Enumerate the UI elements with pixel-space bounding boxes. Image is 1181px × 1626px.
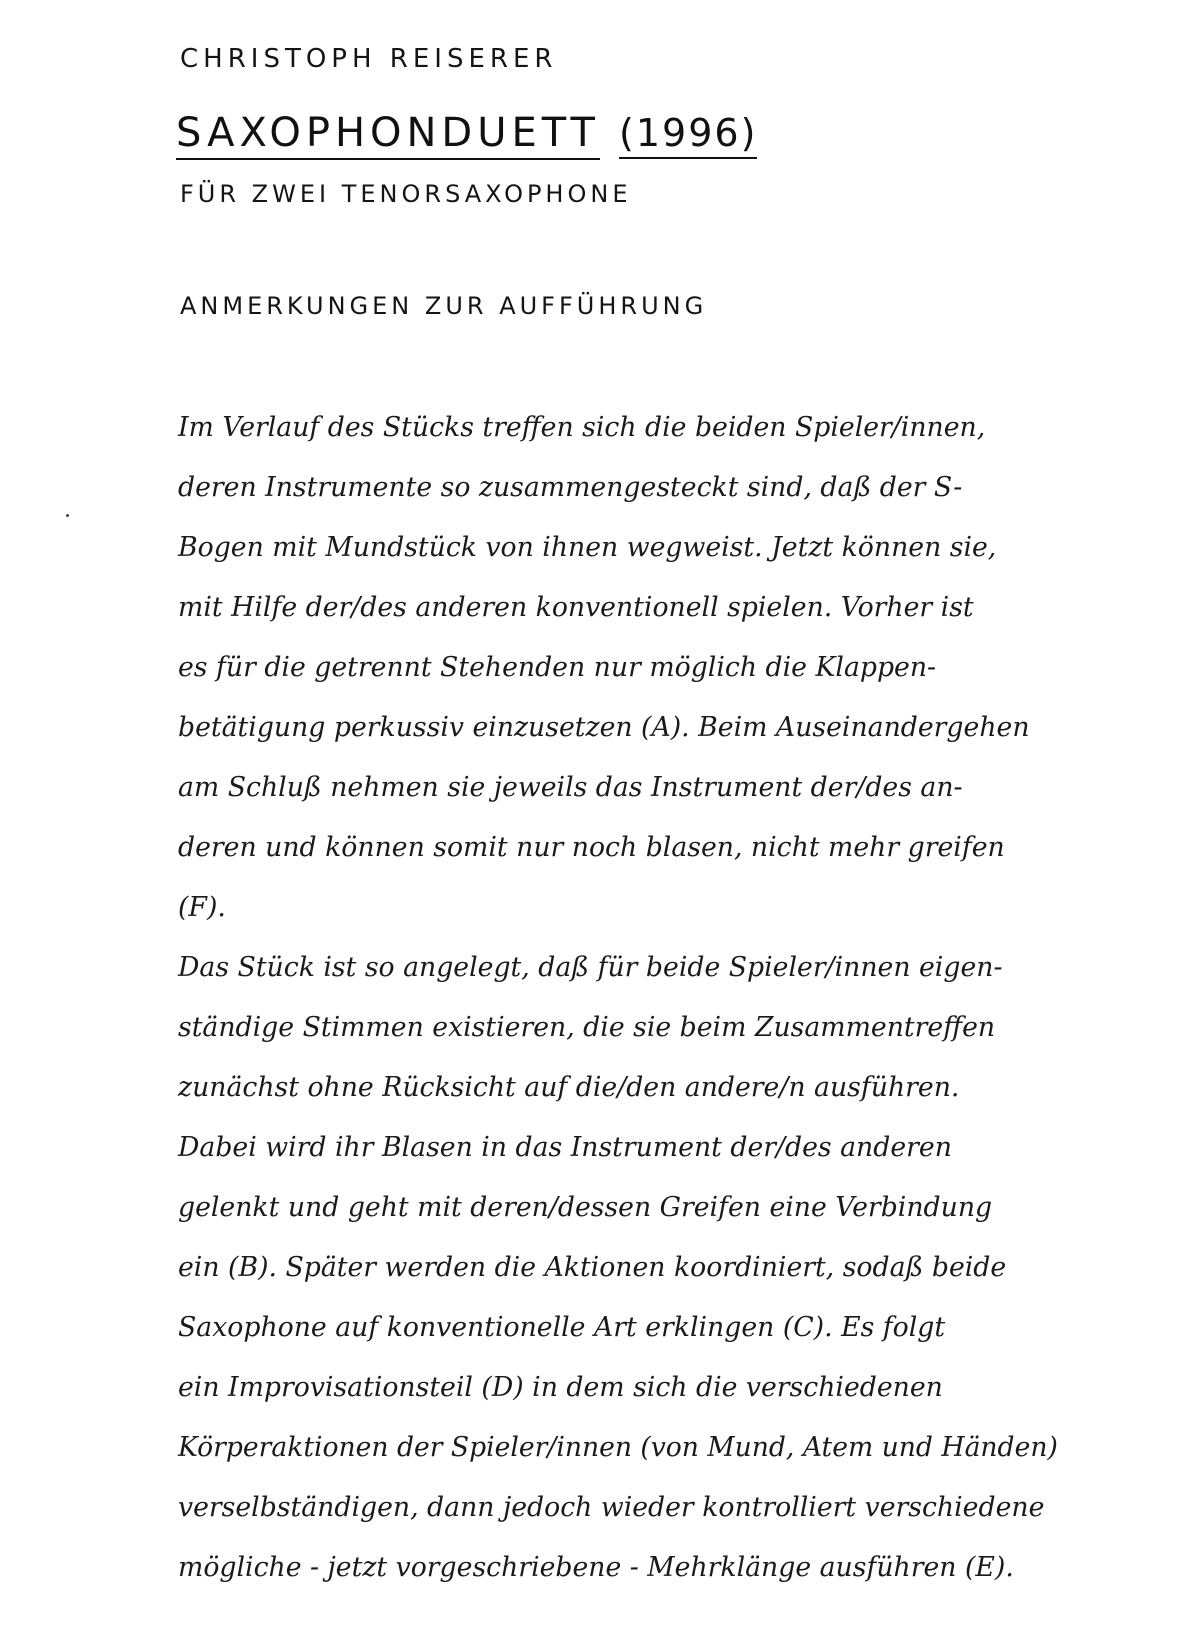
text-line: Körperaktionen der Spieler/innen (von Mund, Atem und Händen): [178, 1432, 1058, 1463]
handwritten-notes-body: [178, 398, 1068, 1598]
text-line: Saxophone auf konventionelle Art erklingen (C). Es folgt: [178, 1312, 946, 1343]
text-line: es für die getrennt Stehenden nur möglich die Klappen-: [178, 652, 937, 683]
text-line: gelenkt und geht mit deren/dessen Greifen eine Verbindung: [178, 1192, 993, 1223]
text-line: deren und können somit nur noch blasen, nicht mehr greifen: [178, 832, 1005, 863]
text-line: ständige Stimmen existieren, die sie beim Zusammentreffen: [178, 1012, 996, 1043]
text-line: am Schluß nehmen sie jeweils das Instrument der/des an-: [178, 772, 963, 803]
text-line: (F).: [178, 892, 226, 923]
text-line: Dabei wird ihr Blasen in das Instrument der/des anderen: [178, 1132, 952, 1163]
text-line: ein Improvisationsteil (D) in dem sich die verschiedenen: [178, 1372, 943, 1403]
text-line: Das Stück ist so angelegt, daß für beide Spieler/innen eigen-: [178, 952, 1003, 983]
text-line: mögliche - jetzt vorgeschriebene - Mehrklänge ausführen (E).: [178, 1552, 1014, 1583]
text-line: verselbständigen, dann jedoch wieder kontrolliert verschiedene: [178, 1492, 1045, 1523]
work-title: SAXOPHONDUETT: [176, 110, 600, 160]
margin-mark: [66, 514, 69, 517]
composer-name: CHRISTOPH REISERER: [180, 44, 558, 74]
text-line: mit Hilfe der/des anderen konventionell spielen. Vorher ist: [178, 592, 974, 623]
text-line: Im Verlauf des Stücks treffen sich die beiden Spieler/innen,: [178, 412, 986, 443]
instrumentation-subtitle: FÜR ZWEI TENORSAXOPHONE: [180, 180, 632, 208]
text-line: zunächst ohne Rücksicht auf die/den andere/n ausführen.: [178, 1072, 960, 1103]
performance-notes-heading: ANMERKUNGEN ZUR AUFFÜHRUNG: [180, 292, 708, 320]
text-line: ein (B). Später werden die Aktionen koordiniert, sodaß beide: [178, 1252, 1007, 1283]
title-block: [176, 110, 757, 160]
text-line: betätigung perkussiv einzusetzen (A). Beim Auseinandergehen: [178, 712, 1030, 743]
work-year: (1996): [619, 111, 757, 159]
text-line: Bogen mit Mundstück von ihnen wegweist. Jetzt können sie,: [178, 532, 997, 563]
text-line: deren Instrumente so zusammengesteckt sind, daß der S-: [178, 472, 963, 503]
